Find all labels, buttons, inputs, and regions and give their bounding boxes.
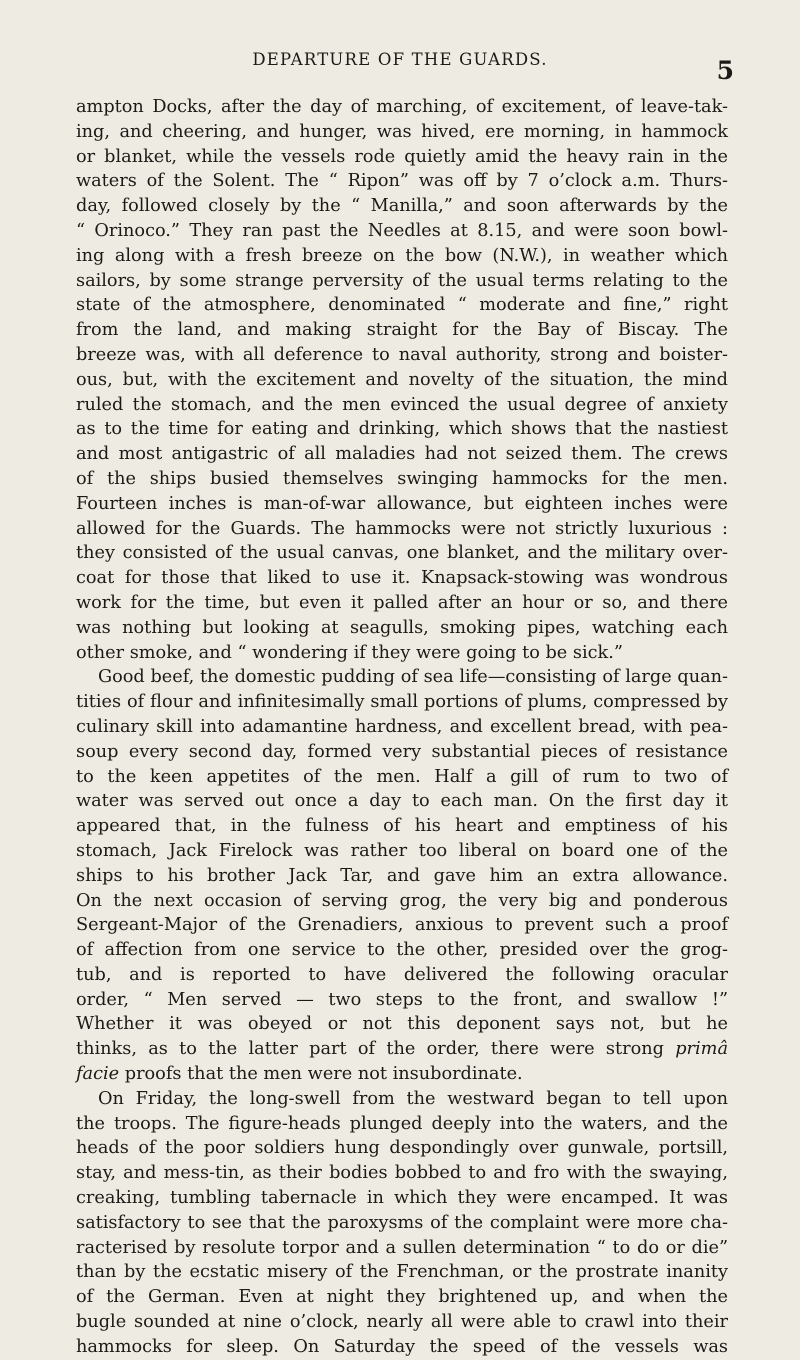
text-line [76, 517, 728, 542]
line-text: bugle sounded at nine o’clock, nearly all were able to crawl into their [76, 1312, 728, 1333]
line-text: ing, and cheering, and hunger, was hived, ere morning, in hammock [76, 121, 728, 142]
line-text: soup every second day, formed very substantial pieces of resistance [76, 741, 728, 762]
text-line [76, 541, 728, 566]
line-text: Fourteen inches is man-of-war allowance, but eighteen inches were [76, 493, 728, 514]
line-text: of the German. Even at night they brightened up, and when the [76, 1287, 728, 1308]
line-text: proofs that the men were not insubordinate. [119, 1064, 523, 1085]
line-text: other smoke, and “ wondering if they were going to be sick.” [76, 642, 623, 663]
text-line [76, 1112, 728, 1137]
text-line [76, 566, 728, 591]
line-text: coat for those that liked to use it. Knapsack-stowing was wondrous [76, 568, 728, 589]
text-line [76, 1186, 728, 1211]
text-line [76, 1136, 728, 1161]
line-text: satisfactory to see that the paroxysms of the complaint were more cha- [76, 1212, 728, 1233]
text-line [76, 591, 728, 616]
text-line [76, 1260, 728, 1285]
text-line [76, 492, 728, 517]
text-line [76, 219, 728, 244]
text-line [76, 1335, 728, 1360]
line-text: tities of flour and infinitesimally small portions of plums, compressed by [76, 692, 728, 713]
line-text: as to the time for eating and drinking, which shows that the nastiest [76, 419, 728, 440]
line-text: creaking, tumbling tabernacle in which they were encamped. It was [76, 1188, 728, 1209]
text-line [76, 814, 728, 839]
text-line [76, 343, 728, 368]
text-line [76, 169, 728, 194]
line-text: Sergeant-Major of the Grenadiers, anxious to prevent such a proof [76, 915, 728, 936]
text-line [76, 1037, 728, 1062]
line-text: day, followed closely by the “ Manilla,” and soon afterwards by the [76, 196, 728, 217]
line-text: Whether it was obeyed or not this deponent says not, but he [76, 1014, 728, 1035]
text-line [76, 715, 728, 740]
text-line [76, 938, 728, 963]
text-line [76, 740, 728, 765]
line-text: work for the time, but even it palled after an hour or so, and there [76, 592, 728, 613]
line-text: heads of the poor soldiers hung despondingly over gunwale, portsill, [76, 1138, 728, 1159]
text-line [76, 1161, 728, 1186]
text-line [76, 417, 728, 442]
text-line [76, 145, 728, 170]
line-text: ous, but, with the excitement and novelty of the situation, the mind [76, 369, 728, 390]
line-text: of affection from one service to the other, presided over the grog- [76, 940, 728, 961]
text-line [76, 1310, 728, 1335]
text-line [76, 641, 728, 666]
line-text: allowed for the Guards. The hammocks were not strictly luxurious : [76, 518, 728, 539]
italic-word: primâ [675, 1039, 728, 1060]
line-text: from the land, and making straight for the Bay of Biscay. The [76, 320, 728, 341]
text-line [76, 244, 728, 269]
text-line [76, 864, 728, 889]
line-text: of the ships busied themselves swinging hammocks for the men. [76, 468, 728, 489]
text-line [76, 1012, 728, 1037]
line-text: state of the atmosphere, denominated “ moderate and fine,” right [76, 295, 728, 316]
line-text: racterised by resolute torpor and a sullen determination “ to do or die” [76, 1237, 728, 1258]
text-line [76, 467, 728, 492]
text-line [76, 616, 728, 641]
line-text: “ Orinoco.” They ran past the Needles at 8.15, and were soon bowl- [76, 220, 728, 241]
text-line [76, 839, 728, 864]
line-text: tub, and is reported to have delivered the following oracular [76, 964, 728, 985]
text-line [76, 1211, 728, 1236]
text-line [76, 988, 728, 1013]
line-text: waters of the Solent. The “ Ripon” was off by 7 o’clock a.m. Thurs- [76, 171, 728, 192]
line-text: ampton Docks, after the day of marching, of excitement, of leave-tak- [76, 97, 728, 117]
line-text: ing along with a fresh breeze on the bow (N.W.), in weather which [76, 245, 728, 266]
line-text: ruled the stomach, and the men evinced the usual degree of anxiety [76, 394, 728, 415]
body-text [76, 95, 728, 1360]
line-text: stomach, Jack Firelock was rather too liberal on board one of the [76, 840, 728, 861]
text-line [76, 95, 728, 120]
line-text: ships to his brother Jack Tar, and gave him an extra allowance. [76, 865, 728, 886]
line-text: On the next occasion of serving grog, the very big and ponderous [76, 890, 728, 911]
text-line [76, 665, 728, 690]
text-line [76, 442, 728, 467]
page-number: 5 [716, 56, 734, 85]
line-text: hammocks for sleep. On Saturday the speed of the vessels was [76, 1336, 728, 1357]
line-text: culinary skill into adamantine hardness, and excellent bread, with pea- [76, 716, 728, 737]
text-line [76, 393, 728, 418]
line-text: Good beef, the domestic pudding of sea life—consisting of large quan- [98, 667, 728, 688]
text-line [76, 293, 728, 318]
text-line [76, 1062, 728, 1087]
line-text: stay, and mess-tin, as their bodies bobbed to and fro with the swaying, [76, 1163, 728, 1184]
text-line [76, 789, 728, 814]
line-text: they consisted of the usual canvas, one blanket, and the military over- [76, 543, 728, 564]
text-line [76, 318, 728, 343]
text-line [76, 963, 728, 988]
line-text: On Friday, the long-swell from the westward began to tell upon [98, 1088, 728, 1109]
line-text: the troops. The figure-heads plunged deeply into the waters, and the [76, 1113, 728, 1134]
text-line [76, 269, 728, 294]
text-line [76, 913, 728, 938]
line-text: thinks, as to the latter part of the order, there were strong [76, 1039, 664, 1060]
text-line [76, 889, 728, 914]
text-line [76, 120, 728, 145]
text-line [76, 1087, 728, 1112]
text-line [76, 1285, 728, 1310]
italic-word: facie [76, 1064, 120, 1085]
line-text: water was served out once a day to each man. On the first day it [76, 791, 728, 812]
line-text: to the keen appetites of the men. Half a gill of rum to two of [76, 766, 728, 787]
text-line [76, 1236, 728, 1261]
line-text: sailors, by some strange perversity of the usual terms relating to the [76, 270, 728, 291]
running-head: DEPARTURE OF THE GUARDS. [252, 50, 548, 69]
line-text: appeared that, in the fulness of his heart and emptiness of his [76, 816, 728, 837]
text-line [76, 368, 728, 393]
line-text: and most antigastric of all maladies had not seized them. The crews [76, 444, 728, 465]
line-text: order, “ Men served — two steps to the front, and swallow !” [76, 989, 728, 1010]
line-text: breeze was, with all deference to naval authority, strong and boister- [76, 344, 728, 365]
line-text: than by the ecstatic misery of the Frenchman, or the prostrate inanity [76, 1262, 728, 1283]
text-line [76, 765, 728, 790]
line-text: or blanket, while the vessels rode quietly amid the heavy rain in the [76, 146, 728, 167]
text-line [76, 194, 728, 219]
text-line [76, 690, 728, 715]
line-text: was nothing but looking at seagulls, smoking pipes, watching each [76, 617, 728, 638]
